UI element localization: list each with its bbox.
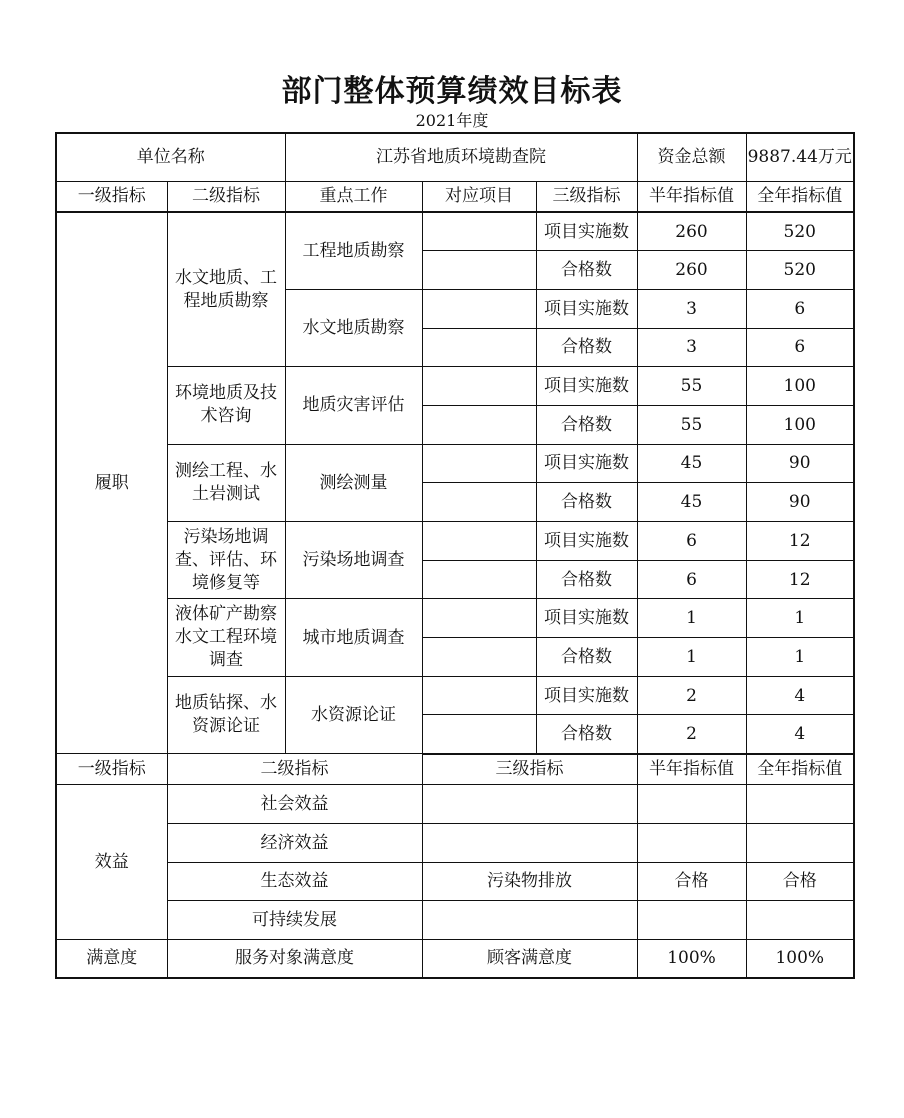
metric-cell: 项目实施数 <box>536 212 637 251</box>
full-year-value: 100 <box>746 405 854 444</box>
half-year-value: 3 <box>637 328 746 367</box>
metric-cell: 合格数 <box>536 560 637 599</box>
level1-cell: 满意度 <box>56 939 167 978</box>
project-cell <box>422 483 536 522</box>
header-row-2 <box>56 754 854 785</box>
full-year-value: 合格 <box>746 862 854 901</box>
header-cell: 半年指标值 <box>637 181 746 212</box>
half-year-value: 100% <box>637 939 746 978</box>
half-year-value <box>637 785 746 824</box>
unit-label: 单位名称 <box>56 133 285 181</box>
project-cell <box>422 251 536 290</box>
full-year-value: 12 <box>746 560 854 599</box>
unit-name: 江苏省地质环境勘查院 <box>285 133 637 181</box>
level2-cell: 测绘工程、水土岩测试 <box>167 444 285 521</box>
full-year-value: 6 <box>746 289 854 328</box>
full-year-value <box>746 785 854 824</box>
half-year-value <box>637 901 746 940</box>
half-year-value <box>637 823 746 862</box>
level2-cell: 污染场地调查、评估、环境修复等 <box>167 522 285 599</box>
project-cell <box>422 599 536 638</box>
table-row <box>56 522 854 561</box>
half-year-value: 6 <box>637 522 746 561</box>
half-year-value: 1 <box>637 638 746 677</box>
project-cell <box>422 715 536 754</box>
fund-label: 资金总额 <box>637 133 746 181</box>
header-cell: 二级指标 <box>167 181 285 212</box>
full-year-value: 4 <box>746 676 854 715</box>
full-year-value: 6 <box>746 328 854 367</box>
full-year-value <box>746 901 854 940</box>
project-cell <box>422 522 536 561</box>
project-cell <box>422 444 536 483</box>
full-year-value <box>746 823 854 862</box>
full-year-value: 1 <box>746 638 854 677</box>
metric-cell: 合格数 <box>536 638 637 677</box>
project-cell <box>422 405 536 444</box>
key-work-cell: 水文地质勘察 <box>285 289 422 366</box>
key-work-cell: 工程地质勘察 <box>285 212 422 289</box>
full-year-value: 100 <box>746 367 854 406</box>
half-year-value: 260 <box>637 251 746 290</box>
metric-cell: 项目实施数 <box>536 676 637 715</box>
project-cell <box>422 560 536 599</box>
full-year-value: 4 <box>746 715 854 754</box>
header-cell: 全年指标值 <box>746 181 854 212</box>
full-year-value: 520 <box>746 251 854 290</box>
header-cell: 三级指标 <box>536 181 637 212</box>
metric-cell: 合格数 <box>536 328 637 367</box>
project-cell <box>422 328 536 367</box>
metric-cell: 污染物排放 <box>422 862 637 901</box>
key-work-cell: 测绘测量 <box>285 444 422 521</box>
full-year-value: 100% <box>746 939 854 978</box>
half-year-value: 45 <box>637 483 746 522</box>
header-cell: 对应项目 <box>422 181 536 212</box>
table-row <box>56 901 854 940</box>
level2-cell: 社会效益 <box>167 785 422 824</box>
metric-cell: 项目实施数 <box>536 522 637 561</box>
half-year-value: 1 <box>637 599 746 638</box>
metric-cell: 合格数 <box>536 405 637 444</box>
table-row <box>56 862 854 901</box>
metric-cell <box>422 901 637 940</box>
project-cell <box>422 638 536 677</box>
key-work-cell: 地质灾害评估 <box>285 367 422 444</box>
full-year-value: 520 <box>746 212 854 251</box>
project-cell <box>422 676 536 715</box>
half-year-value: 2 <box>637 676 746 715</box>
level1-cell: 履职 <box>56 212 167 754</box>
level2-cell: 可持续发展 <box>167 901 422 940</box>
header-cell: 一级指标 <box>56 754 167 785</box>
level2-cell: 地质钻探、水资源论证 <box>167 676 285 753</box>
half-year-value: 3 <box>637 289 746 328</box>
metric-cell: 合格数 <box>536 251 637 290</box>
metric-cell: 项目实施数 <box>536 444 637 483</box>
level2-cell: 经济效益 <box>167 823 422 862</box>
header-cell: 二级指标 <box>167 754 422 785</box>
full-year-value: 12 <box>746 522 854 561</box>
half-year-value: 合格 <box>637 862 746 901</box>
level2-cell: 服务对象满意度 <box>167 939 422 978</box>
half-year-value: 6 <box>637 560 746 599</box>
metric-cell: 项目实施数 <box>536 289 637 328</box>
year-subtitle: 2021年度 <box>415 111 489 130</box>
level2-cell: 环境地质及技术咨询 <box>167 367 285 444</box>
key-work-cell: 城市地质调查 <box>285 599 422 676</box>
table-row <box>56 212 854 251</box>
project-cell <box>422 289 536 328</box>
header-cell: 一级指标 <box>56 181 167 212</box>
project-cell <box>422 367 536 406</box>
metric-cell: 合格数 <box>536 715 637 754</box>
table-row <box>56 823 854 862</box>
key-work-cell: 污染场地调查 <box>285 522 422 599</box>
metric-cell: 合格数 <box>536 483 637 522</box>
table-row <box>56 676 854 715</box>
project-cell <box>422 212 536 251</box>
table-row <box>56 939 854 978</box>
header-row-1 <box>56 181 854 212</box>
half-year-value: 55 <box>637 367 746 406</box>
level2-cell: 液体矿产勘察水文工程环境调查 <box>167 599 285 676</box>
header-cell: 全年指标值 <box>746 754 854 785</box>
half-year-value: 2 <box>637 715 746 754</box>
key-work-cell: 水资源论证 <box>285 676 422 753</box>
metric-cell <box>422 823 637 862</box>
full-year-value: 90 <box>746 444 854 483</box>
header-cell: 半年指标值 <box>637 754 746 785</box>
performance-table <box>55 132 855 979</box>
unit-row <box>56 133 854 181</box>
half-year-value: 55 <box>637 405 746 444</box>
half-year-value: 45 <box>637 444 746 483</box>
header-cell: 重点工作 <box>285 181 422 212</box>
header-cell: 三级指标 <box>422 754 637 785</box>
level2-cell: 生态效益 <box>167 862 422 901</box>
level2-cell: 水文地质、工程地质勘察 <box>167 212 285 367</box>
table-row <box>56 367 854 406</box>
table-row <box>56 785 854 824</box>
full-year-value: 1 <box>746 599 854 638</box>
full-year-value: 90 <box>746 483 854 522</box>
half-year-value: 260 <box>637 212 746 251</box>
metric-cell: 项目实施数 <box>536 367 637 406</box>
fund-value: 9887.44万元 <box>746 133 854 181</box>
page-title: 部门整体预算绩效目标表 <box>281 74 623 109</box>
table-row <box>56 599 854 638</box>
metric-cell: 项目实施数 <box>536 599 637 638</box>
metric-cell: 顾客满意度 <box>422 939 637 978</box>
metric-cell <box>422 785 637 824</box>
level1-cell: 效益 <box>56 785 167 940</box>
table-row <box>56 444 854 483</box>
